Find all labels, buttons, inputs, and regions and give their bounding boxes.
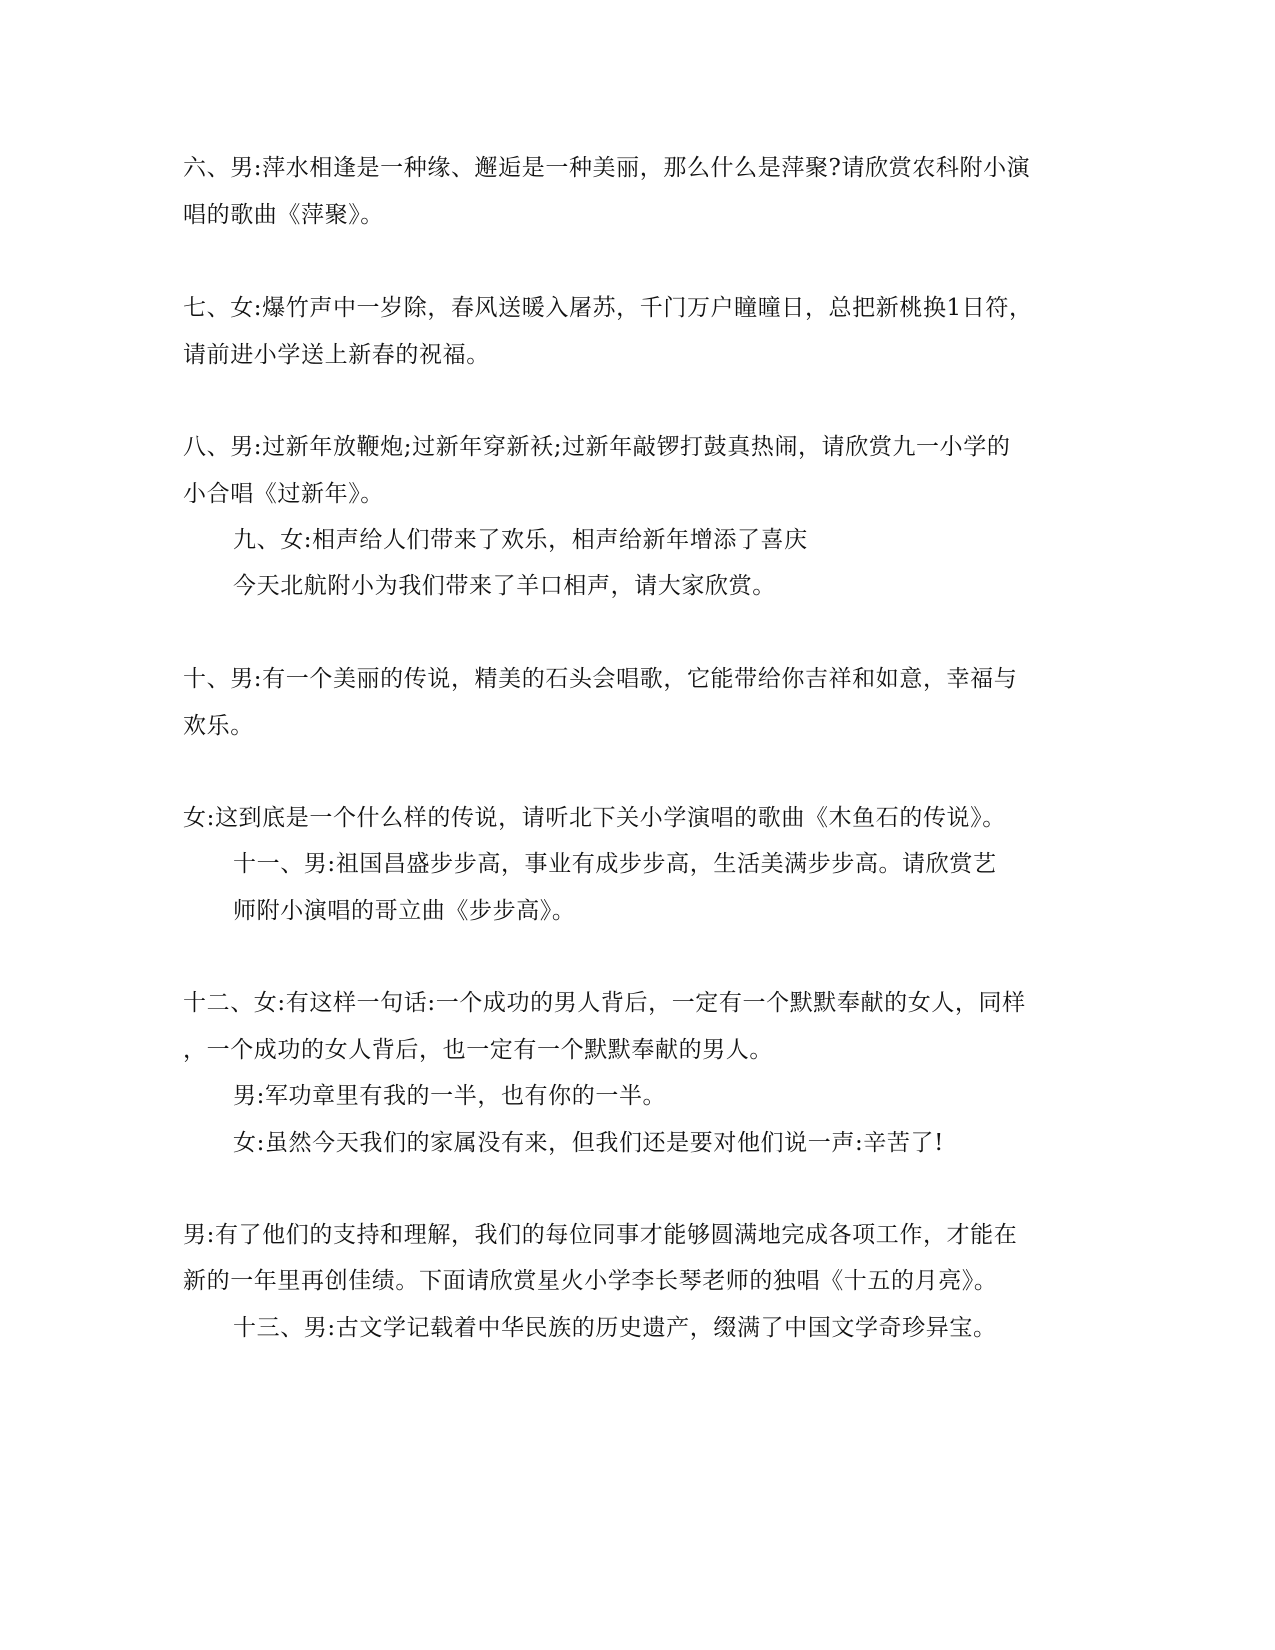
text-line: 女:虽然今天我们的家属没有来，但我们还是要对他们说一声:辛苦了! (233, 1130, 944, 1156)
text-line: 欢乐。 (183, 713, 254, 739)
text-line: 十、男:有一个美丽的传说，精美的石头会唱歌，它能带给你吉祥和如意，幸福与 (183, 666, 1018, 692)
text-line: 男:有了他们的支持和理解，我们的每位同事才能够圆满地完成各项工作，才能在 (183, 1222, 1018, 1248)
text-line: 男:军功章里有我的一半，也有你的一半。 (233, 1083, 667, 1109)
text-line: 小合唱《过新年》。 (183, 481, 384, 507)
text-line: 师附小演唱的哥立曲《步步高》。 (233, 898, 576, 924)
text-line: 十三、男:古文学记载着中华民族的历史遗产，缀满了中国文学奇珍异宝。 (233, 1315, 997, 1341)
text-line: 十二、女:有这样一句话:一个成功的男人背后，一定有一个默默奉献的女人，同样 (183, 990, 1026, 1016)
text-line: ，一个成功的女人背后，也一定有一个默默奉献的男人。 (183, 1037, 773, 1063)
text-line: 十一、男:祖国昌盛步步高，事业有成步步高，生活美满步步高。请欣赏艺 (233, 851, 997, 877)
text-line: 九、女:相声给人们带来了欢乐，相声给新年增添了喜庆 (233, 527, 808, 553)
text-line: 今天北航附小为我们带来了羊口相声，请大家欣赏。 (233, 573, 776, 599)
text-line: 请前进小学送上新春的祝福。 (183, 342, 490, 368)
text-line: 新的一年里再创佳绩。下面请欣赏星火小学李长琴老师的独唱《十五的月亮》。 (183, 1268, 998, 1294)
text-line: 七、女:爆竹声中一岁除，春风送暖入屠苏，千门万户瞳曈日，总把新桃换1日符， (183, 295, 1033, 321)
text-line: 女:这到底是一个什么样的传说，请听北下关小学演唱的歌曲《木鱼石的传说》。 (183, 805, 1006, 831)
text-line: 六、男:萍水相逢是一种缘、邂逅是一种美丽，那么什么是萍聚?请欣赏农科附小演 (183, 155, 1031, 181)
text-line: 唱的歌曲《萍聚》。 (183, 202, 384, 228)
text-line: 八、男:过新年放鞭炮;过新年穿新袄;过新年敲锣打鼓真热闹，请欣赏九一小学的 (183, 434, 1011, 460)
